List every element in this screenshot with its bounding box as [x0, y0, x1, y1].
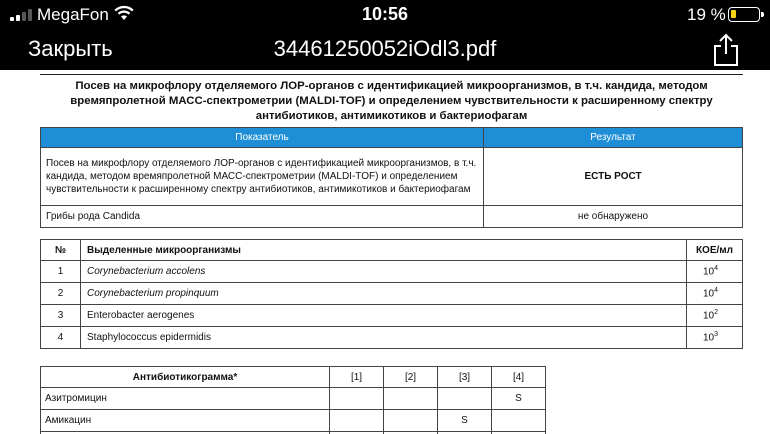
column-result: Результат	[484, 128, 743, 148]
organism-name: Corynebacterium propinquum	[81, 283, 687, 305]
table-row	[41, 410, 546, 432]
column-isolate-3: [3]	[438, 367, 492, 388]
row-number: 3	[41, 305, 81, 327]
ios-chrome	[0, 0, 770, 70]
status-bar	[0, 0, 770, 30]
antibiogram-table	[40, 366, 546, 434]
column-indicator: Показатель	[41, 128, 484, 148]
document-title: 34461250052iOdl3.pdf	[273, 36, 497, 61]
organism-name: Enterobacter aerogenes	[81, 305, 687, 327]
battery-icon	[728, 7, 760, 22]
column-isolate-4: [4]	[492, 367, 546, 388]
share-icon[interactable]	[710, 32, 742, 68]
row-number: 2	[41, 283, 81, 305]
sensitivity-cell	[438, 388, 492, 410]
sensitivity-cell	[330, 410, 384, 432]
result-cell: не обнаружено	[484, 206, 743, 228]
document-heading: Посев на микрофлору отделяемого ЛОР-органов с идентификацией микроорганизмов, в т.ч. кандида, методом времяпролетной МАСС-спектрометрии (MALDI-TOF) и определением чувствительности к расширенному спектру антибиотиков, антимикотиков и бактериофагам	[70, 80, 713, 122]
indicator-cell: Посев на микрофлору отделяемого ЛОР-органов с идентификацией микроорганизмов, в т.ч. кандида, методом времяпролетной МАСС-спектрометрии (MALDI-TOF) и определением чувствительности к расширенному спектру антибиотиков, антимикотиков и бактериофагам	[41, 148, 484, 206]
antibiogram-header	[41, 367, 546, 388]
results-table	[40, 127, 743, 228]
navigation-bar	[0, 30, 770, 70]
sensitivity-cell	[492, 410, 546, 432]
pdf-page[interactable]	[0, 70, 770, 434]
cfu-value: $10^4$	[687, 261, 743, 283]
battery-percent: 19 %	[687, 5, 726, 24]
cfu-value: $10^2$	[687, 305, 743, 327]
status-time: 10:56	[361, 4, 409, 24]
column-isolate-1: [1]	[330, 367, 384, 388]
table-row	[41, 388, 546, 410]
row-number: 4	[41, 327, 81, 349]
table-row	[41, 327, 743, 349]
sensitivity-cell	[384, 410, 438, 432]
organisms-table	[40, 239, 743, 349]
sensitivity-cell: S	[438, 410, 492, 432]
antibiogram-title: Антибиотикограмма*	[41, 367, 330, 388]
battery-level-fill	[731, 10, 736, 18]
indicator-cell: Грибы рода Candida	[41, 206, 484, 228]
antibiotic-name: Азитромицин	[41, 388, 330, 410]
table-row	[41, 261, 743, 283]
row-number: 1	[41, 261, 81, 283]
sensitivity-cell	[384, 388, 438, 410]
results-table-header	[41, 128, 743, 148]
table-row	[41, 305, 743, 327]
column-isolate-2: [2]	[384, 367, 438, 388]
sensitivity-cell: S	[492, 388, 546, 410]
carrier-name: MegaFon	[37, 5, 109, 24]
table-row	[41, 206, 743, 228]
close-button[interactable]: Закрыть	[28, 36, 113, 61]
organism-name: Corynebacterium accolens	[81, 261, 687, 283]
cfu-value: $10^3$	[687, 327, 743, 349]
cfu-value: $10^4$	[687, 283, 743, 305]
column-organism: Выделенные микроорганизмы	[81, 240, 687, 261]
column-cfu: КОЕ/мл	[687, 240, 743, 261]
table-row	[41, 283, 743, 305]
organism-name: Staphylococcus epidermidis	[81, 327, 687, 349]
column-number: №	[41, 240, 81, 261]
heading-divider	[40, 74, 743, 75]
result-cell: ЕСТЬ РОСТ	[484, 148, 743, 206]
organisms-table-header	[41, 240, 743, 261]
table-row	[41, 148, 743, 206]
sensitivity-cell	[330, 388, 384, 410]
antibiotic-name: Амикацин	[41, 410, 330, 432]
